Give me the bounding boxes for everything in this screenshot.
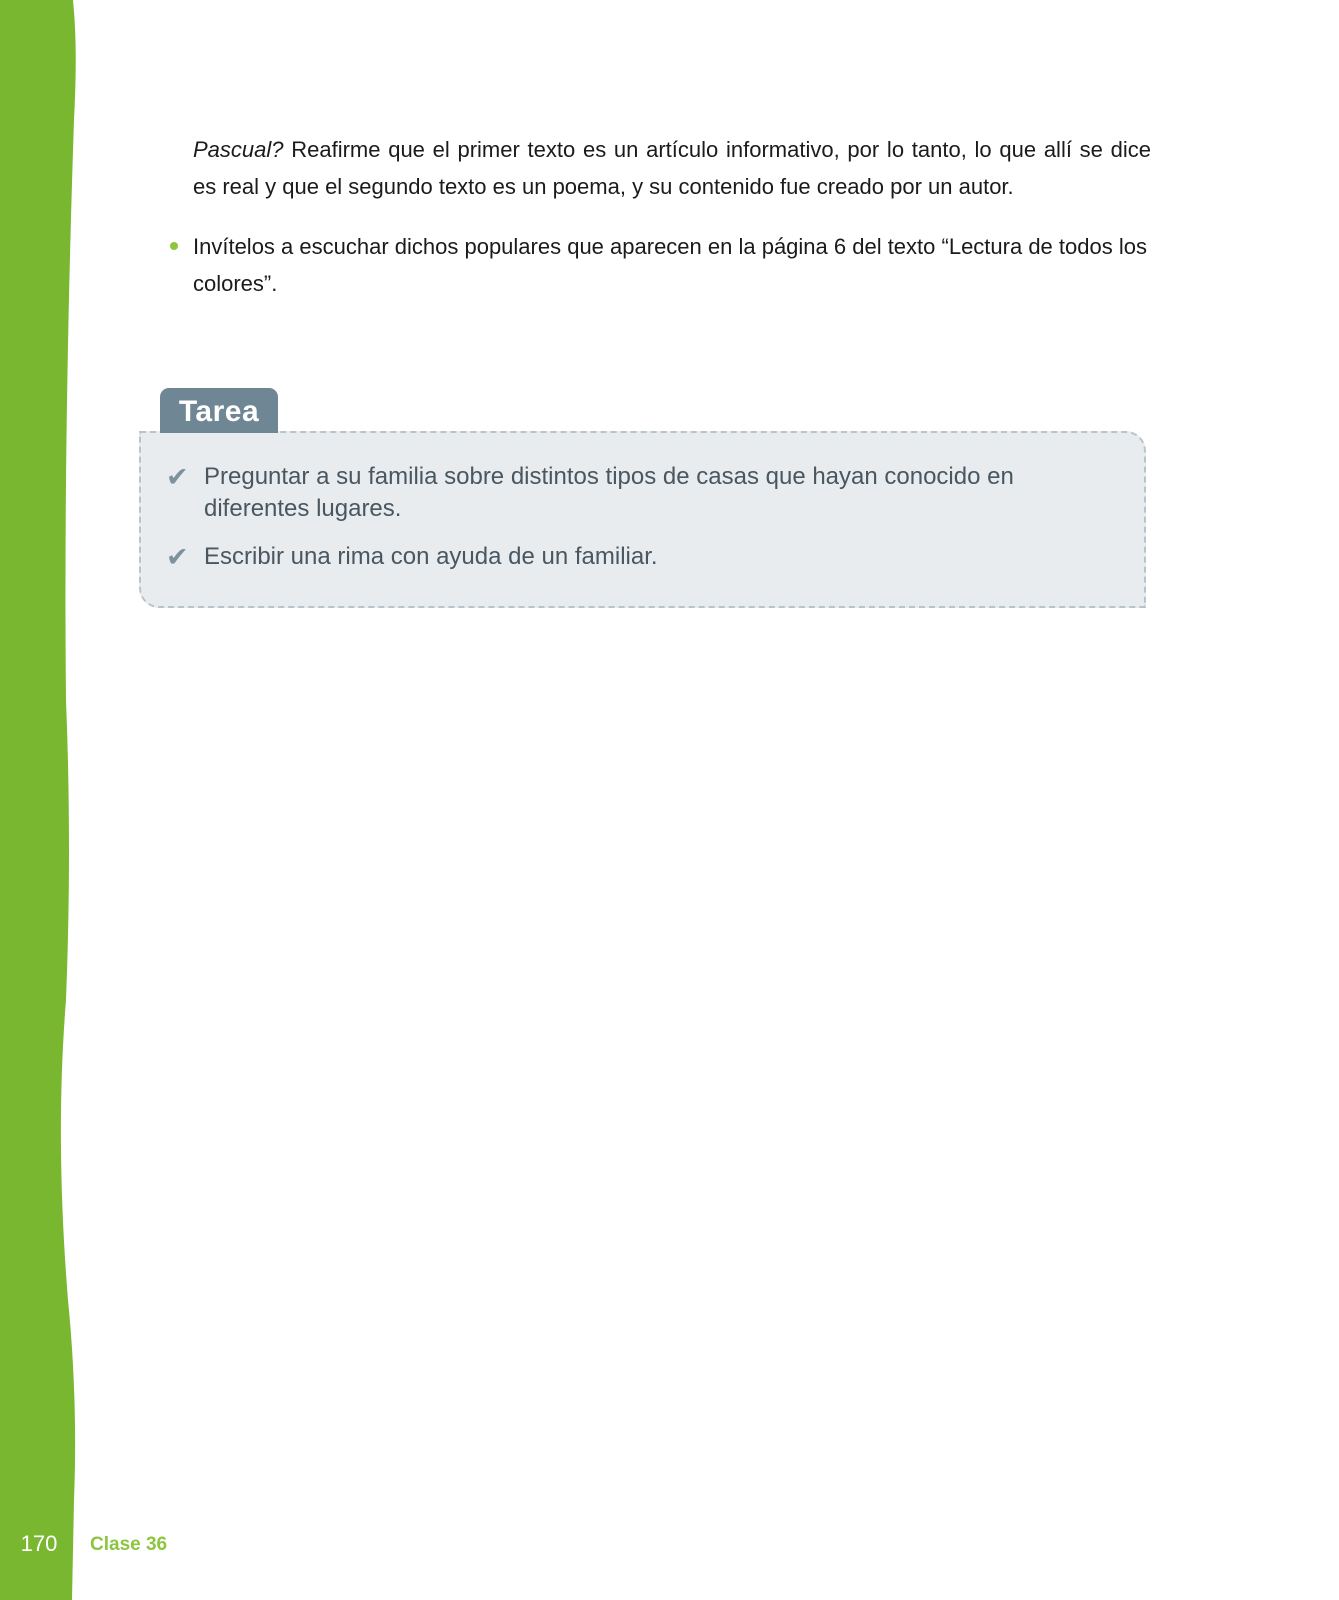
bullet-paragraph: Invítelos a escuchar dichos populares que aparecen en la página 6 del texto “Lectura de todos los colores”.	[193, 234, 1147, 296]
tarea-item: Preguntar a su familia sobre distintos tipos de casas que hayan conocido en diferentes lugares.	[204, 463, 1014, 522]
check-icon: ✔	[166, 462, 189, 492]
green-side-band	[0, 0, 80, 1600]
intro-text: Reafirme que el primer texto es un artículo informativo, por lo tanto, lo que allí se dice es real y que el segundo texto es un poema, y su contenido fue creado por un autor.	[193, 137, 1151, 199]
footer-class-label: Clase 36	[90, 1534, 168, 1555]
tarea-item: Escribir una rima con ayuda de un familiar.	[204, 543, 658, 570]
check-icon: ✔	[166, 542, 189, 572]
intro-italic-lead: Pascual?	[193, 137, 284, 162]
bullet-dot-icon	[170, 242, 178, 250]
page-number: 170	[20, 1531, 58, 1556]
tarea-title: Tarea	[160, 388, 278, 433]
intro-paragraph	[193, 131, 1151, 205]
